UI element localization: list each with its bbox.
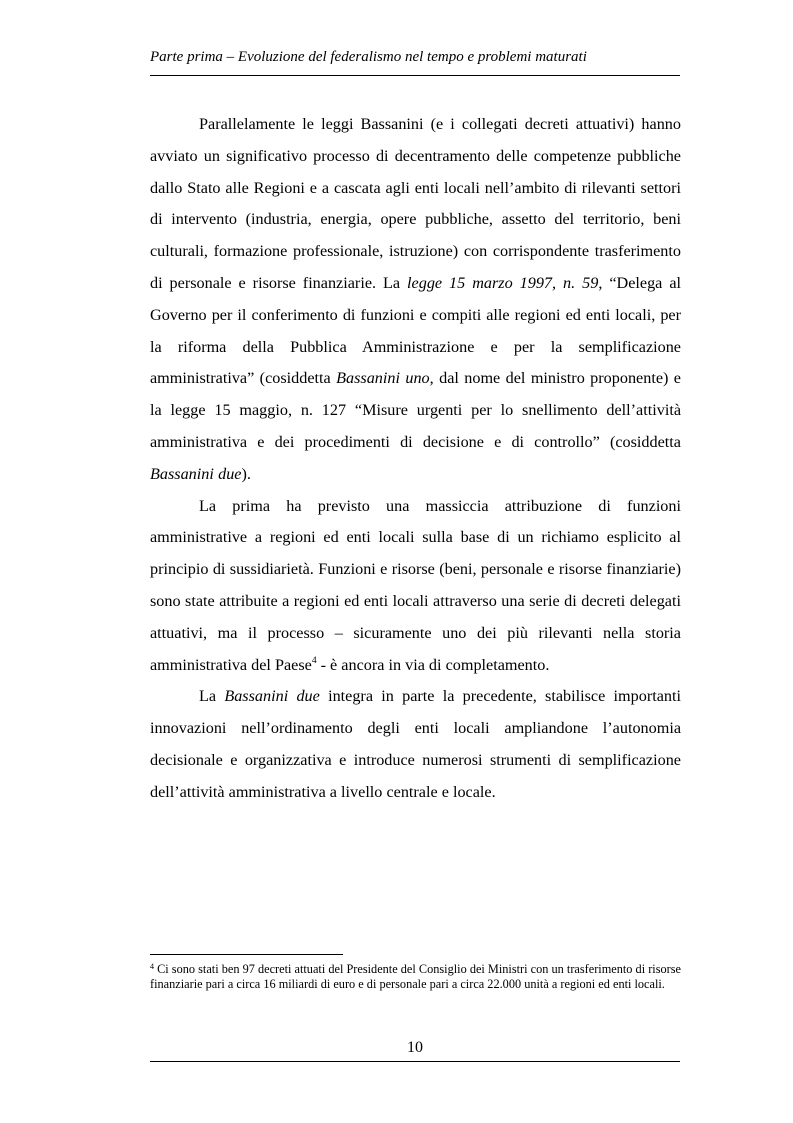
citation-bassanini-due: Bassanini due [150, 464, 242, 483]
footnote [150, 962, 681, 992]
footer-divider [150, 1061, 680, 1062]
footnote-reference[interactable]: 4 [311, 655, 317, 666]
footnote-text: Ci sono stati ben 97 decreti attuati del Presidente del Consiglio dei Ministri con un trasferimento di risorse finanziarie pari a circa 16 miliardi di euro e di personale pari a circa 22.000 unità a regioni ed enti locali. [150, 962, 681, 991]
header-divider [150, 75, 680, 76]
paragraph-text: , dal nome del ministro proponente) e la legge 15 maggio, n. 127 “Misure urgenti per lo snellimento dell’attività amministrativa e dei procedimenti di decisione e di controllo” (cosiddetta [150, 369, 681, 451]
citation-bassanini-due: Bassanini due [224, 687, 320, 706]
paragraph-bassanini-laws [150, 109, 681, 491]
running-header: Parte prima – Evoluzione del federalismo nel tempo e problemi maturati [150, 49, 587, 65]
body-text [150, 109, 681, 809]
footnote-number: 4 [150, 962, 154, 971]
citation-legge-59: legge 15 marzo 1997, n. 59 [407, 273, 599, 292]
paragraph-text: integra in parte la precedente, stabilisce importanti innovazioni nell’ordinamento degli enti locali ampliandone l’autonomia decisionale e organizzativa e introduce numerosi strumenti di semplificazione dell’attività amministrativa a livello centrale e locale. [150, 687, 681, 801]
paragraph-bassanini-due [150, 681, 681, 808]
page-number: 10 [407, 1039, 423, 1056]
paragraph-text: La [199, 687, 225, 706]
paragraph-first-law [150, 491, 681, 682]
citation-bassanini-uno: Bassanini uno [336, 369, 430, 388]
paragraph-text: ). [241, 464, 251, 483]
paragraph-text: Parallelamente le leggi Bassanini (e i collegati decreti attuativi) hanno avviato un significativo processo di decentramento delle competenze pubbliche dallo Stato alle Regioni e a cascata agli enti locali nell’ambito di rilevanti settori di intervento (industria, energia, opere pubbliche, assetto del territorio, beni culturali, formazione professionale, istruzione) con corrispondente trasferimento di personale e risorse finanziarie. La [150, 115, 681, 292]
paragraph-text: , “Delega al Governo per il conferimento di funzioni e compiti alle regioni ed enti locali, per la riforma della Pubblica Amministrazione e per la semplificazione amministrativa” (cosiddetta [150, 273, 681, 388]
paragraph-text: - è ancora in via di completamento. [316, 655, 550, 674]
footnote-divider [150, 954, 343, 955]
paragraph-text: La prima ha previsto una massiccia attribuzione di funzioni amministrative a regioni ed enti locali sulla base di un richiamo esplicito al principio di sussidiarietà. Funzioni e risorse (beni, personale e risorse finanziarie) sono state attribuite a regioni ed enti locali attraverso una serie di decreti delegati attuativi, ma il processo – sicuramente uno dei più rilevanti nella storia amministrativa del Paese [150, 496, 681, 674]
